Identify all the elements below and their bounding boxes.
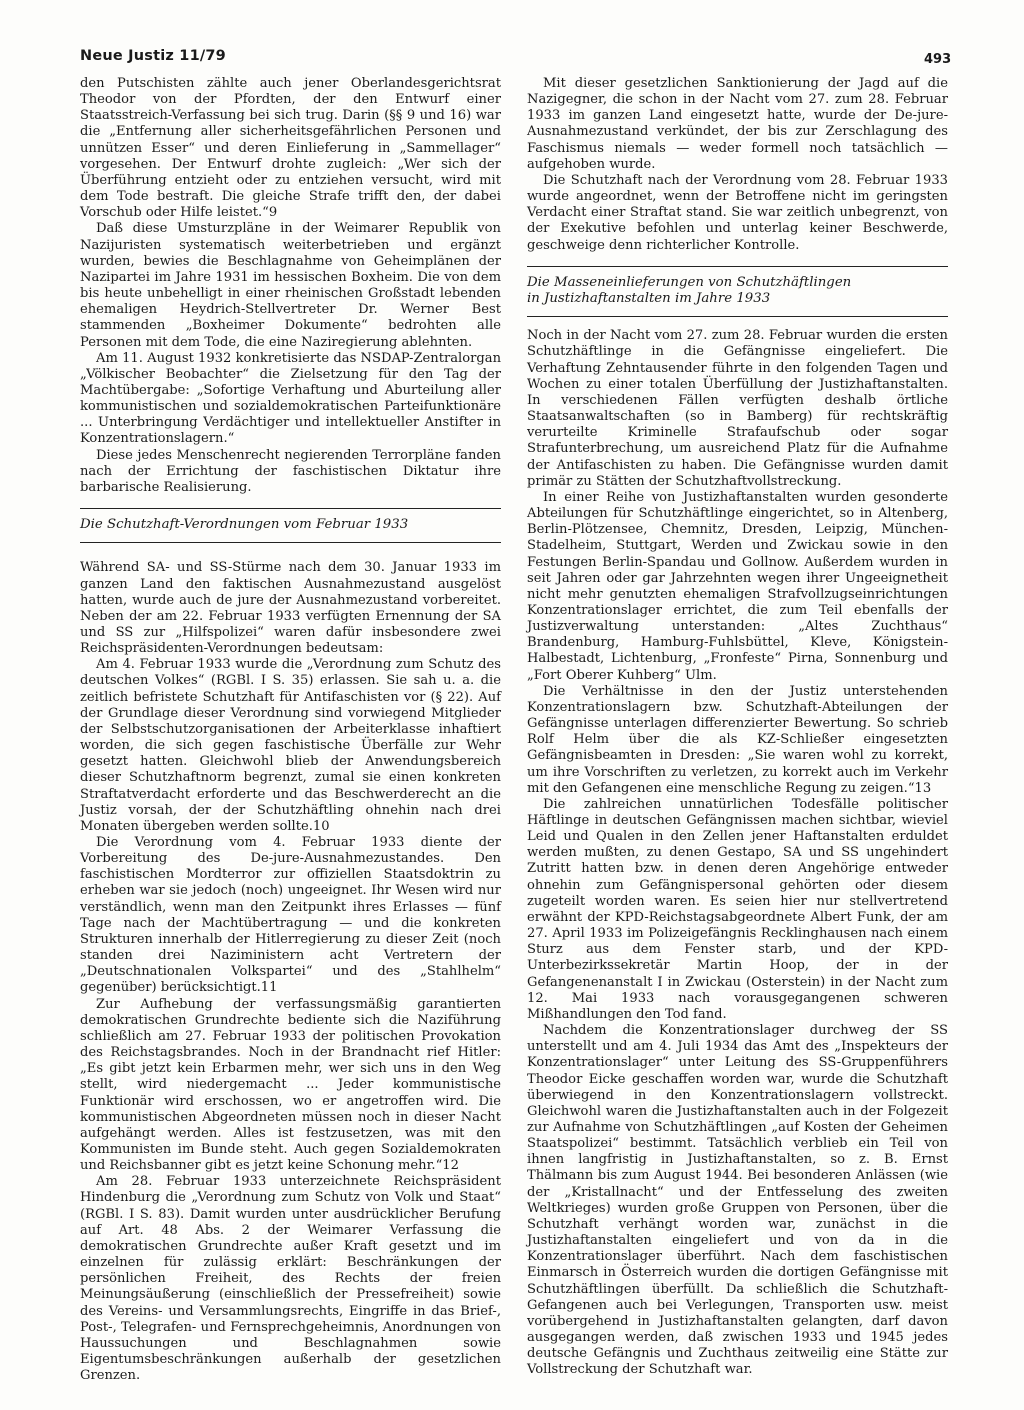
section-heading-block xyxy=(527,266,948,318)
paragraph: Die Verhältnisse in den der Justiz unterstehenden Konzentrationslagern bzw. Schutzhaft-Abteilungen der Gefängnisse unterlagen differenzierter Bewertung. So schrieb Rolf Helm über die als KZ-Schließer eingesetzten Gefängnisbeamten in Dresden: „Sie waren wohl zu korrekt, um ihre Vorschriften zu verletzen, zu korrekt auch im Verkehr mit den Gefangenen eine menschliche Regung zu zeigen.“13 xyxy=(527,683,948,796)
paragraph: Zur Aufhebung der verfassungsmäßig garantierten demokratischen Grundrechte bediente sich die Naziführung schließlich am 27. Februar 1933 der politischen Provokation des Reichstagsbrandes. Noch in der Brandnacht rief Hitler: „Es gibt jetzt kein Erbarmen mehr, wer sich uns in den Weg stellt, wird niedergemacht ... Jeder kommunistische Funktionär wird erschossen, wo er angetroffen wird. Die kommunistischen Abgeordneten müssen noch in dieser Nacht aufgehängt werden. Alles ist festzusetzen, was mit den Kommunisten im Bunde steht. Auch gegen Sozialdemokraten und Reichsbanner gibt es jetzt keine Schonung mehr.“12 xyxy=(80,996,501,1174)
paragraph: Mit dieser gesetzlichen Sanktionierung der Jagd auf die Nazigegner, die schon in der Nacht vom 27. zum 28. Februar 1933 im ganzen Land eingesetzt hatte, wurde der De-jure-Ausnahmezustand verkündet, der bis zur Zerschlagung des Faschismus niemals — weder formell noch tatsächlich — aufgehoben wurde. xyxy=(527,76,948,172)
paragraph: Nachdem die Konzentrationslager durchweg der SS unterstellt und am 4. Juli 1934 das Amt des „Inspekteurs der Konzentrationslager“ unter Leitung des SS-Gruppenführers Theodor Eicke geschaffen worden war, wurde die Schutzhaft überwiegend in den Konzentrationslagern vollstreckt. Gleichwohl waren die Justizhaftanstalten auch in der Folgezeit zur Aufnahme von Schutzhäftlingen „auf Kosten der Geheimen Staatspolizei“ bestimmt. Tatsächlich verblieb ein Teil von ihnen langfristig in Justizhaftanstalten, so z. B. Ernst Thälmann bis zum August 1944. Bei besonderen Anlässen (wie der „Kristallnacht“ und der Entfesselung des zweiten Weltkrieges) wurden große Gruppen von Personen, über die Schutzhaft verhängt worden war, zunächst in die Justizhaftanstalten eingeliefert und von da in die Konzentrationslager überführt. Nach dem faschistischen Einmarsch in Österreich wurden die dortigen Gefängnisse mit Schutzhäftlingen überfüllt. Da schließlich die Schutzhaft-Gefangenen auch bei Verlegungen, Transporten usw. meist vorübergehend in Justizhaftanstalten gelangten, darf davon ausgegangen werden, daß zwischen 1933 und 1945 jedes deutsche Gefängnis und Zuchthaus zeitweilig eine Stätte zur Vollstreckung der Schutzhaft war. xyxy=(527,1023,948,1378)
section-rule-top xyxy=(527,266,948,267)
paragraph: Die zahlreichen unnatürlichen Todesfälle politischer Häftlinge in deutschen Gefängnissen machen sichtbar, wieviel Leid und Qualen in den Zellen jener Haftanstalten erduldet werden mußten, zu denen Gestapo, SA und SS ungehindert Zutritt hatten bzw. in denen deren Angehörige entweder ohnehin zum Gefängnispersonal gehörten oder diesem zugeteilt worden waren. Es seien hier nur stellvertretend erwähnt der KPD-Reichstagsabgeordnete Albert Funk, der am 27. April 1933 im Polizeigefängnis Recklinghausen nach einem Sturz aus dem Fenster starb, und der KPD-Unterbezirkssekretär Martin Hoop, der in der Gefangenenanstalt I in Zwickau (Osterstein) in der Nacht zum 12. Mai 1933 nach vorausgegangenen schweren Mißhandlungen den Tod fand. xyxy=(527,796,948,1022)
section-rule-top xyxy=(80,508,501,509)
paragraph: Die Verordnung vom 4. Februar 1933 diente der Vorbereitung des De-jure-Ausnahmezustandes. Den faschistischen Mordterror zur offiziellen Staatsdoktrin zu erheben war sie jedoch (noch) ungeeignet. Ihr Wesen wird nur verständlich, wenn man den Zeitpunkt ihres Erlasses — fünf Tage nach der Machtübertragung — und die konkreten Strukturen innerhalb der Hitlerregierung zu dieser Zeit (noch standen drei Naziministern acht Vertretern der „Deutschnationalen Volkspartei“ und des „Stahlhelm“ gegenüber) berücksichtigt.11 xyxy=(80,835,501,996)
right-column xyxy=(527,76,948,1378)
paragraph: Während SA- und SS-Stürme nach dem 30. Januar 1933 im ganzen Land den faktischen Ausnahmezustand ausgelöst hatten, wurde auch de jure der Ausnahmezustand vorbereitet. Neben der am 22. Februar 1933 verfügten Ernennung der SA und SS zur „Hilfspolizei“ waren dafür insbesondere zwei Reichspräsidenten-Verordnungen bedeutsam: xyxy=(80,560,501,657)
section-heading-line: Die Masseneinlieferungen von Schutzhäftlingen xyxy=(527,274,852,290)
paragraph: den Putschisten zählte auch jener Oberlandesgerichtsrat Theodor von der Pfordten, der den Entwurf einer Staatsstreich-Verfassung bei sich trug. Darin (§§ 9 und 16) war die „Entfernung aller sicherheitsgefährlichen Personen und unnützen Esser“ und deren Einlieferung in „Sammellager“ vorgesehen. Der Entwurf drohte zugleich: „Wer sich der Überführung entzieht oder zu entziehen versucht, wird mit dem Tode bestraft. Die gleiche Strafe trifft den, der dabei Vorschub oder Hilfe leistet.“9 xyxy=(80,76,501,221)
paragraph: Am 4. Februar 1933 wurde die „Verordnung zum Schutz des deutschen Volkes“ (RGBl. I S. 35) erlassen. Sie sah u. a. die zeitlich befristete Schutzhaft für Antifaschisten vor (§ 22). Auf der Grundlage dieser Verordnung sind vorwiegend Mitglieder der Selbstschutzorganisationen der Arbeiterklasse inhaftiert worden, die sich gegen faschistische Überfälle zur Wehr gesetzt hatten. Gleichwohl blieb der Anwendungsbereich dieser Schutzhaftnorm begrenzt, zumal sie einen konkreten Straftatverdacht erforderte und das Beschwerderecht an die Justiz vorsah, der der Schutzhäftling ohnehin nach drei Monaten übergeben werden sollte.10 xyxy=(80,657,501,834)
running-header-journal: Neue Justiz 11/79 xyxy=(80,48,226,64)
left-column xyxy=(80,76,501,1384)
paragraph: Am 28. Februar 1933 unterzeichnete Reichspräsident Hindenburg die „Verordnung zum Schutz von Volk und Staat“ (RGBl. I S. 83). Damit wurden unter ausdrücklicher Berufung auf Art. 48 Abs. 2 der Weimarer Verfassung die demokratischen Grundrechte außer Kraft gesetzt und im einzelnen für zulässig erklärt: Beschränkungen der persönlichen Freiheit, des Rechts der freien Meinungsäußerung (einschließlich der Pressefreiheit) sowie des Vereins- und Versammlungsrechts, Eingriffe in das Brief-, Post-, Telegrafen- und Fernsprechgeheimnis, Anordnungen von Haussuchungen und Beschlagnahmen sowie Eigentumsbeschränkungen außerhalb der gesetzlichen Grenzen. xyxy=(80,1174,501,1384)
section-heading-block xyxy=(80,508,501,543)
section-heading: Die Schutzhaft-Verordnungen vom Februar 1933 xyxy=(80,517,409,533)
paragraph: Diese jedes Menschenrecht negierenden Terrorpläne fanden nach der Errichtung der faschistischen Diktatur ihre barbarische Realisierung. xyxy=(80,447,501,495)
section-rule-bottom xyxy=(80,542,501,543)
paragraph: In einer Reihe von Justizhaftanstalten wurden gesonderte Abteilungen für Schutzhäftlinge eingerichtet, so in Altenberg, Berlin-Plötzensee, Chemnitz, Dresden, Leipzig, München-Stadelheim, Stuttgart, Werden und Zwickau sowie in den Festungen Berlin-Spandau und Gollnow. Außerdem wurden in seit Jahren oder gar Jahrzehnten wegen ihrer Ungeeignetheit nicht mehr genutzten ehemaligen Strafvollzugseinrichtungen Konzentrationslager errichtet, die zum Teil ebenfalls der Justizverwaltung unterstanden: „Altes Zuchthaus“ Brandenburg, Hamburg-Fuhlsbüttel, Kleve, Königstein-Halbestadt, Lichtenburg, „Fronfeste“ Pirna, Sonnenburg und „Fort Oberer Kuhberg“ Ulm. xyxy=(527,489,948,683)
paragraph: Am 11. August 1932 konkretisierte das NSDAP-Zentralorgan „Völkischer Beobachter“ die Zielsetzung für den Tag der Machtübergabe: „Sofortige Verhaftung und Aburteilung aller kommunistischen und sozialdemokratischen Parteifunktionäre ... Unterbringung Verdächtiger und intellektueller Anstifter in Konzentrationslagern.“ xyxy=(80,350,501,447)
section-heading-line: in Justizhaftanstalten im Jahre 1933 xyxy=(527,291,771,307)
page-number: 493 xyxy=(924,52,952,67)
paragraph: Daß diese Umsturzpläne in der Weimarer Republik von Nazijuristen systematisch weiterbetrieben und ergänzt wurden, bewies die Beschlagnahme von Geheimplänen der Nazipartei im Jahre 1931 im hessischen Boxheim. Die von dem bis heute unbehelligt in einer rheinischen Großstadt lebenden ehemaligen Heydrich-Stellvertreter Dr. Werner Best stammenden „Boxheimer Dokumente“ bedrohten alle Personen mit dem Tode, die eine Naziregierung ablehnten. xyxy=(80,221,501,350)
section-rule-bottom xyxy=(527,316,948,317)
paragraph: Noch in der Nacht vom 27. zum 28. Februar wurden die ersten Schutzhäftlinge in die Gefängnisse eingeliefert. Die Verhaftung Zehntausender führte in den folgenden Tagen und Wochen zu einer totalen Überfüllung der Justizhaftanstalten. In verschiedenen Fällen verfügten deshalb örtliche Staatsanwaltschaften (so in Bamberg) für rechtskräftig verurteilte Kriminelle Strafaufschub oder sogar Strafunterbrechung, um ausreichend Platz für die Aufnahme der Antifaschisten zu haben. Die Gefängnisse wurden damit primär zu Stätten der Schutzhaftvollstreckung. xyxy=(527,328,948,489)
paragraph: Die Schutzhaft nach der Verordnung vom 28. Februar 1933 wurde angeordnet, wenn der Betroffene nicht im geringsten Verdacht einer Straftat stand. Sie war zeitlich unbegrenzt, von der Exekutive befohlen und unterlag keiner Beschwerde, geschweige denn richterlicher Kontrolle. xyxy=(527,172,948,253)
section-heading xyxy=(527,275,948,308)
